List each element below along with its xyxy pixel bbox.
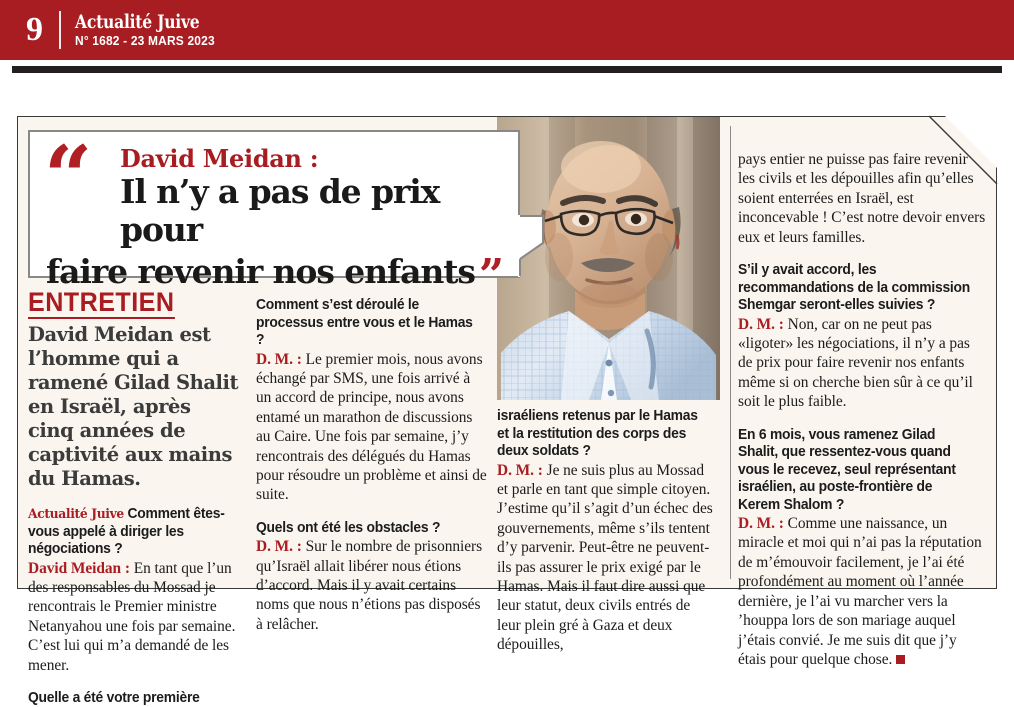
answer-4-text: Je ne suis plus au Mossad et parle en tant que simple citoyen. J’estime qu’il s’agit d’un échec des gouvernements, même s’ils tentent d’y parvenir. Peut-être ne peuvent-ils pas assurer le prix exigé par le Hamas. Mais il faut dire aussi que leur statut, deux civils entrés de leur plein gré à Gaza et deux dépouilles, <box>497 461 713 654</box>
question-5: israéliens retenus par le Hamas et la restitution des corps des deux soldats ? <box>497 408 698 459</box>
answer-4-speaker: D. M. : <box>497 461 543 479</box>
answer-1-speaker: David Meidan : <box>28 559 130 577</box>
masthead <box>0 0 1014 60</box>
standfirst: David Meidan est l’homme qui a ramené Gilad Shalit en Israël, après cinq années de captivité aux mains du Hamas. <box>28 323 239 490</box>
question-3: Comment s’est déroulé le processus entre vous et le Hamas ? <box>256 297 473 348</box>
answer-2 <box>256 350 488 505</box>
answer-4-continued: pays entier ne puisse pas faire revenir les civils et les dépouilles afin qu’elles soient enterrées en Israël, est inconcevable ! C’est notre devoir envers eux et leurs familles. <box>738 151 986 246</box>
text-column-3 <box>497 408 713 655</box>
masthead-divider <box>59 11 61 49</box>
page-number: 9 <box>26 11 43 48</box>
masthead-black-rule <box>12 66 1002 73</box>
headline-speech-bubble <box>28 127 520 301</box>
speech-bubble-tail <box>518 215 558 277</box>
close-quote-icon: ” <box>478 250 503 301</box>
headline <box>46 172 503 301</box>
column-divider <box>730 126 731 579</box>
headline-line-1: Il n’y a pas de prix pour <box>120 172 440 249</box>
question-6: S’il y avait accord, les recommandations de la commission Shemgar seront-elles suivies ? <box>738 262 971 314</box>
headline-speaker: David Meidan : <box>120 144 319 173</box>
end-of-article-marker <box>896 655 905 664</box>
answer-5 <box>738 315 988 412</box>
question-2: Quelle a été votre première <box>28 689 200 706</box>
answer-3-speaker: D. M. : <box>256 538 302 556</box>
answer-5-speaker: D. M. : <box>738 315 784 333</box>
answer-2-speaker: D. M. : <box>256 350 302 368</box>
headline-line-2-text: faire revenir nos enfants <box>46 252 475 291</box>
question-1 <box>28 506 231 559</box>
answer-6-text: Comme une naissance, un miracle et moi qui n’ai pas la réputation de m’émouvoir facilement, je l’ai été profondément au moment où l’année dernière, je l’ai vu marcher vers la ’houppa lors de son mariage auquel j’étais convié. Je me suis dit que j’y étais pour quelque chose. <box>738 515 982 668</box>
answer-3 <box>256 537 488 634</box>
question-4: Quels ont été les obstacles ? <box>256 519 441 536</box>
interviewer-brand-tag: Actualité Juive <box>28 507 124 522</box>
answer-2-text: Le premier mois, nous avons échangé par SMS, une fois arrivé à un accord de principe, nous avons entamé un marathon de discussions au Caire. Une fois par semaine, j’y rencontrais des délégués du Hamas pour résoudre un problème et ainsi de suite. <box>256 350 487 504</box>
open-quote-icon: “ <box>44 127 89 226</box>
text-column-4 <box>738 150 988 669</box>
answer-1-text: En tant que l’un des responsables du Mossad je rencontrais le Premier ministre Netanyahou une fois par semaine. C’est lui qui m’a demandé de les mener. <box>28 559 236 674</box>
answer-5-text: Non, car on ne peut pas «ligoter» les négociations, il n’y a pas de prix pour faire revenir nos enfants même si on cherche bien sûr à ce qu’il soit le plus faible. <box>738 315 973 411</box>
issue-line: N° 1682 - 23 MARS 2023 <box>74 32 215 48</box>
question-7: En 6 mois, vous ramenez Gilad Shalit, que ressentez-vous quand vous le recevez, seul représentant israélien, au poste-frontière de Kerem Shalom ? <box>738 426 956 513</box>
question-1-text: Comment êtes-vous appelé à diriger les négociations ? <box>28 506 225 557</box>
section-kicker: ENTRETIEN <box>28 287 175 317</box>
answer-3-text: Sur le nombre de prisonniers qu’Israël allait libérer nous étions d’accord. Mais il y avait certains noms que nous n’étions pas disposés à relâcher. <box>256 538 483 633</box>
text-column-2 <box>256 297 488 634</box>
answer-4 <box>497 461 713 655</box>
answer-1 <box>28 559 242 675</box>
masthead-titles <box>61 12 227 49</box>
answer-6-speaker: D. M. : <box>738 515 784 533</box>
answer-6 <box>738 514 988 669</box>
text-column-1 <box>28 288 242 707</box>
headline-line-2 <box>46 247 503 301</box>
publication-title: Actualité Juive <box>74 10 199 33</box>
